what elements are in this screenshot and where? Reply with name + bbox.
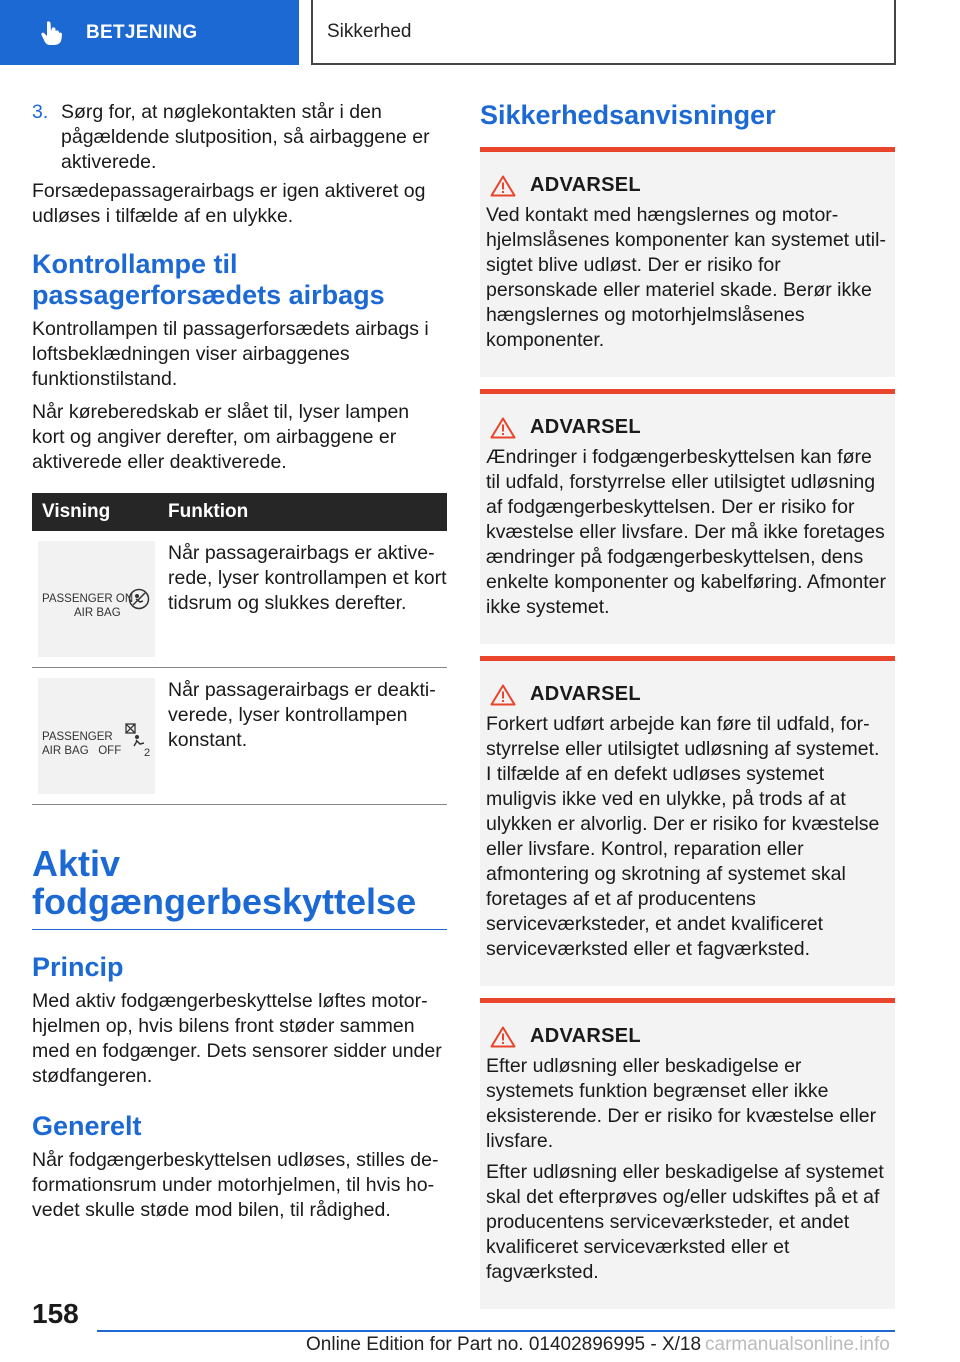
step-3 bbox=[32, 100, 447, 175]
heading-active-pedestrian-protection: Aktiv fodgængerbeskyttelse bbox=[32, 845, 447, 930]
warning-box bbox=[480, 998, 895, 1309]
warning-triangle-icon bbox=[490, 684, 516, 706]
watermark: carmanualsonline.info bbox=[705, 1334, 890, 1355]
warning-text: Forkert udført arbejde kan føre til udfald, forstyrrelse eller utilsigtet udløsning af systemet. I tilfælde af en defekt udløses systemet muligvis ikke ved en ulykke, på trods af at ulykken er alvorlig. Der er risiko for kvæstelse eller livsfare. Kontrol, reparation eller afmontering og skrotning af systemet skal foretages af et af producentens serviceværksteder, et andet kvalificeret serviceværksted eller et fagværksted. bbox=[486, 713, 880, 960]
warning-triangle-icon bbox=[490, 417, 516, 439]
table-cell-function: Når passagerairbags er deaktiverede, lyser kontrollampen konstant. bbox=[168, 668, 447, 805]
paragraph-lamp-2: Når køreberedskab er slået til, lyser lampen kort og angiver derefter, om airbaggene er aktiverede eller deaktiverede. bbox=[32, 401, 410, 473]
heading-lamp: Kontrollampe til passagerforsædets airbags bbox=[32, 249, 385, 310]
airbag-on-icon bbox=[128, 588, 150, 610]
table-header-function: Funktion bbox=[168, 493, 447, 531]
hand-operating-icon bbox=[38, 19, 66, 47]
warning-text: Efter udløsning eller beskadigelse af systemet skal det efterprøves og/eller udskiftes på et af producentens serviceværksteder, et andet kvalificeret serviceværksted eller et fagværksted. bbox=[486, 1161, 884, 1283]
table-header-display: Visning bbox=[32, 493, 168, 531]
table-row bbox=[32, 531, 447, 668]
warning-text: Ændringer i fodgængerbeskyttelsen kan føre til udfald, forstyrrelse eller utilsigtet udløsning af fodgængerbeskyttelsen. Der er risiko for kvæstelse eller livsfare. Der må ikke foretages ændringer på fodgængerbeskyttelsen, dens enkelte komponenter og kabelføring. Afmonter ikke systemet. bbox=[486, 446, 886, 618]
warning-box bbox=[480, 147, 895, 377]
page-number: 158 bbox=[32, 1298, 79, 1329]
warning-title: ADVARSEL bbox=[530, 416, 641, 438]
warning-text: Efter udløsning eller beskadigelse er systemets funktion begrænset eller ikke eksisterende. Der er risiko for kvæstelse eller livsfare. bbox=[486, 1055, 877, 1152]
section-tab bbox=[0, 0, 299, 65]
footer-edition: Online Edition for Part no. 01402896995 - X/18 bbox=[306, 1334, 702, 1355]
lamp-subscript: 2 bbox=[144, 747, 151, 759]
warning-box bbox=[480, 389, 895, 644]
passenger-airbag-off-lamp bbox=[38, 678, 155, 794]
paragraph-principle: Med aktiv fodgængerbeskyttelse løftes motorhjelmen op, hvis bilens front støder sammen med en fodgænger. Dets sensorer sidder under stødfangeren. bbox=[32, 990, 442, 1087]
warning-text: Ved kontakt med hængslernes og motorhjelmslåsenes komponenter kan systemet utilsigtet blive udløst. Der er risiko for personskade eller materiel skade. Berør ikke hængslernes og motorhjelmslåsenes komponenter. bbox=[486, 204, 886, 351]
step-text: Sørg for, at nøglekontakten står i den pågældende slutposition, så airbaggene er aktiverede. bbox=[61, 101, 430, 173]
paragraph-lamp-1: Kontrollampen til passagerforsædets airbags i loftsbeklædningen viser airbaggenes funktionstilstand. bbox=[32, 318, 429, 390]
heading-principle: Princip bbox=[32, 952, 124, 982]
section-label: BETJENING bbox=[86, 21, 198, 43]
warning-title: ADVARSEL bbox=[530, 1025, 641, 1047]
lamp-text-line2: AIR BAG bbox=[74, 607, 121, 619]
indicator-table bbox=[32, 493, 447, 805]
passenger-airbag-on-lamp bbox=[38, 541, 155, 657]
lamp-text-line1: PASSENGER bbox=[42, 731, 113, 743]
lamp-text-line2: AIR BAG OFF bbox=[42, 745, 122, 757]
chapter-header bbox=[311, 0, 896, 65]
footer-divider bbox=[97, 1330, 895, 1332]
warning-triangle-icon bbox=[490, 175, 516, 197]
chapter-title: Sikkerhed bbox=[327, 20, 412, 42]
warning-title: ADVARSEL bbox=[530, 174, 641, 196]
step-number: 3. bbox=[32, 101, 49, 123]
warning-title: ADVARSEL bbox=[530, 683, 641, 705]
warning-triangle-icon bbox=[490, 1026, 516, 1048]
warning-box bbox=[480, 656, 895, 986]
paragraph-reactivated: Forsædepassagerairbags er igen aktiveret og udløses i tilfælde af en ulykke. bbox=[32, 180, 426, 227]
left-column bbox=[32, 100, 447, 1231]
right-column bbox=[480, 100, 895, 1321]
table-row bbox=[32, 668, 447, 805]
paragraph-general: Når fodgængerbeskyttelsen udløses, stilles deformationsrum under motorhjelmen, til hvis hovedet skulle støde mod bilen, til rådighed. bbox=[32, 1149, 439, 1221]
lamp-text-line1: PASSENGER ON bbox=[42, 593, 134, 605]
table-cell-function: Når passagerairbags er aktiverede, lyser kontrollampen et kort tidsrum og slukkes derefter. bbox=[168, 531, 447, 668]
heading-general: Generelt bbox=[32, 1111, 142, 1141]
heading-safety: Sikkerhedsanvisninger bbox=[480, 100, 776, 130]
